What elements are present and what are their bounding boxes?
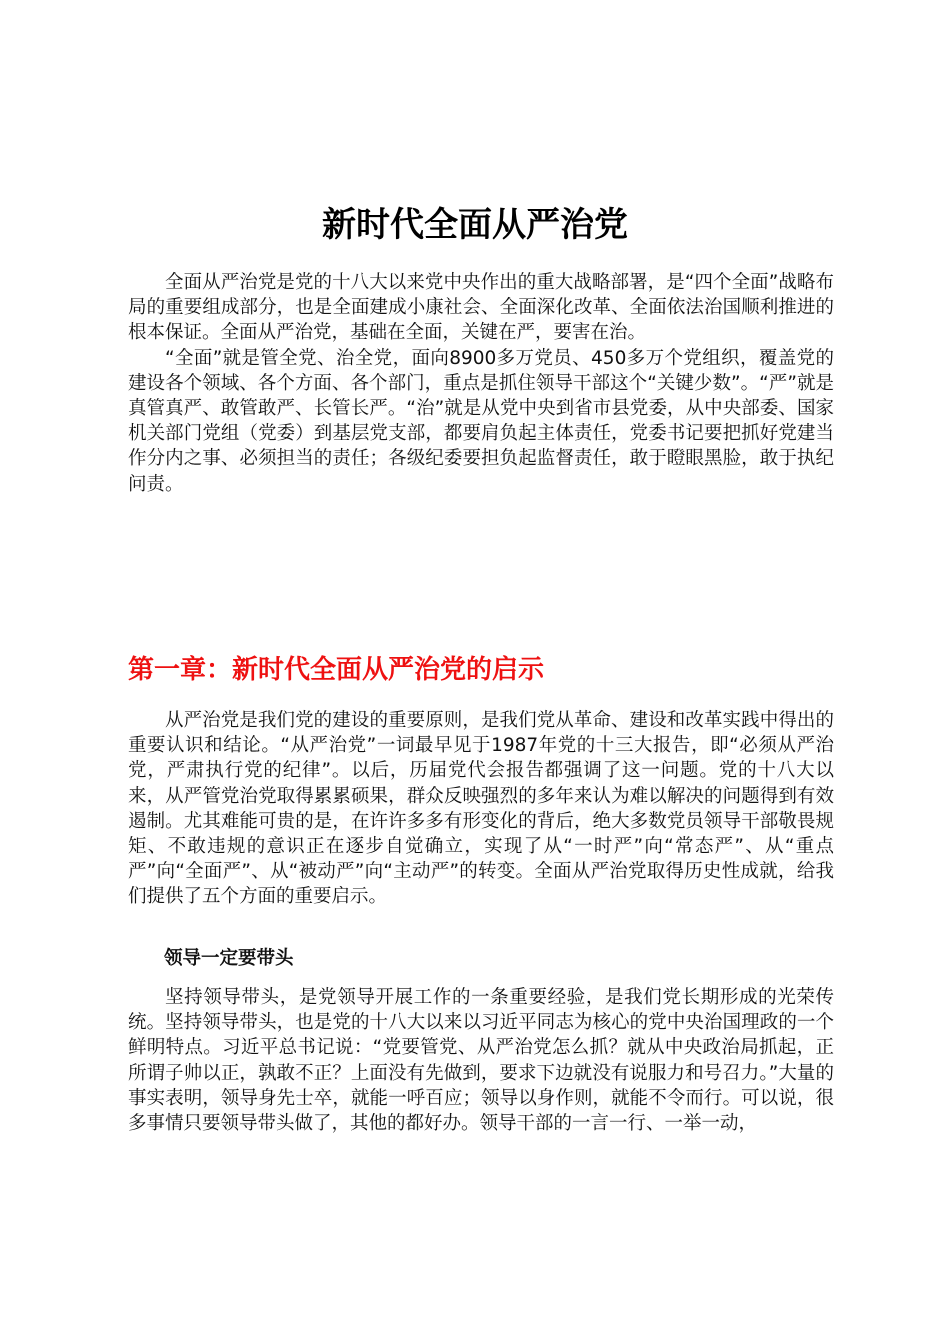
- chapter-paragraph: 从严治党是我们党的建设的重要原则，是我们党从革命、建设和改革实践中得出的重要认识和结论。“从严治党”一词最早见于1987年党的十三大报告，即“必须从严治党，严肃执行党的纪律”。以后，历届党代会报告都强调了这一问题。党的十八大以来，从严管党治党取得累累硕果，群众反映强烈的多年来认为难以解决的问题得到有效遏制。尤其难能可贵的是，在许许多多有形变化的背后，绝大多数党员领导干部敬畏规矩、不敢违规的意识正在逐步自觉确立，实现了从“一时严”向“常态严”、从“重点严”向“全面严”、从“被动严”向“主动严”的转变。全面从严治党取得历史性成就，给我们提供了五个方面的重要启示。: [128, 710, 834, 908]
- chapter-body: [128, 708, 834, 910]
- section-body: [128, 985, 834, 1136]
- intro-paragraph: “全面”就是管全党、治全党，面向8900多万党员、450多万个党组织，覆盖党的建设各个领域、各个方面、各个部门，重点是抓住领导干部这个“关键少数”。“严”就是真管真严、敢管敢严、长管长严。“治”就是从党中央到省市县党委，从中央部委、国家机关部门党组（党委）到基层党支部，都要肩负起主体责任，党委书记要把抓好党建当作分内之事、必须担当的责任；各级纪委要担负起监督责任，敢于瞪眼黑脸，敢于执纪问责。: [128, 347, 834, 495]
- section-heading: 领导一定要带头: [164, 948, 294, 969]
- intro-paragraph: 全面从严治党是党的十八大以来党中央作出的重大战略部署，是“四个全面”战略布局的重要组成部分，也是全面建成小康社会、全面深化改革、全面依法治国顺利推进的根本保证。全面从严治党，基础在全面，关键在严，要害在治。: [128, 272, 834, 344]
- document-title: 新时代全面从严治党: [322, 205, 628, 245]
- chapter-heading: 第一章：新时代全面从严治党的启示: [128, 655, 545, 685]
- intro-section: [128, 270, 834, 497]
- section-paragraph: 坚持领导带头，是党领导开展工作的一条重要经验，是我们党长期形成的光荣传统。坚持领导带头，也是党的十八大以来以习近平同志为核心的党中央治国理政的一个鲜明特点。习近平总书记说：“党要管党、从严治党怎么抓？就从中央政治局抓起，正所谓子帅以正，孰敢不正？上面没有先做到，要求下边就没有说服力和号召力。”大量的事实表明，领导身先士卒，就能一呼百应；领导以身作则，就能不令而行。可以说，很多事情只要领导带头做了，其他的都好办。领导干部的一言一行、一举一动，: [128, 987, 834, 1135]
